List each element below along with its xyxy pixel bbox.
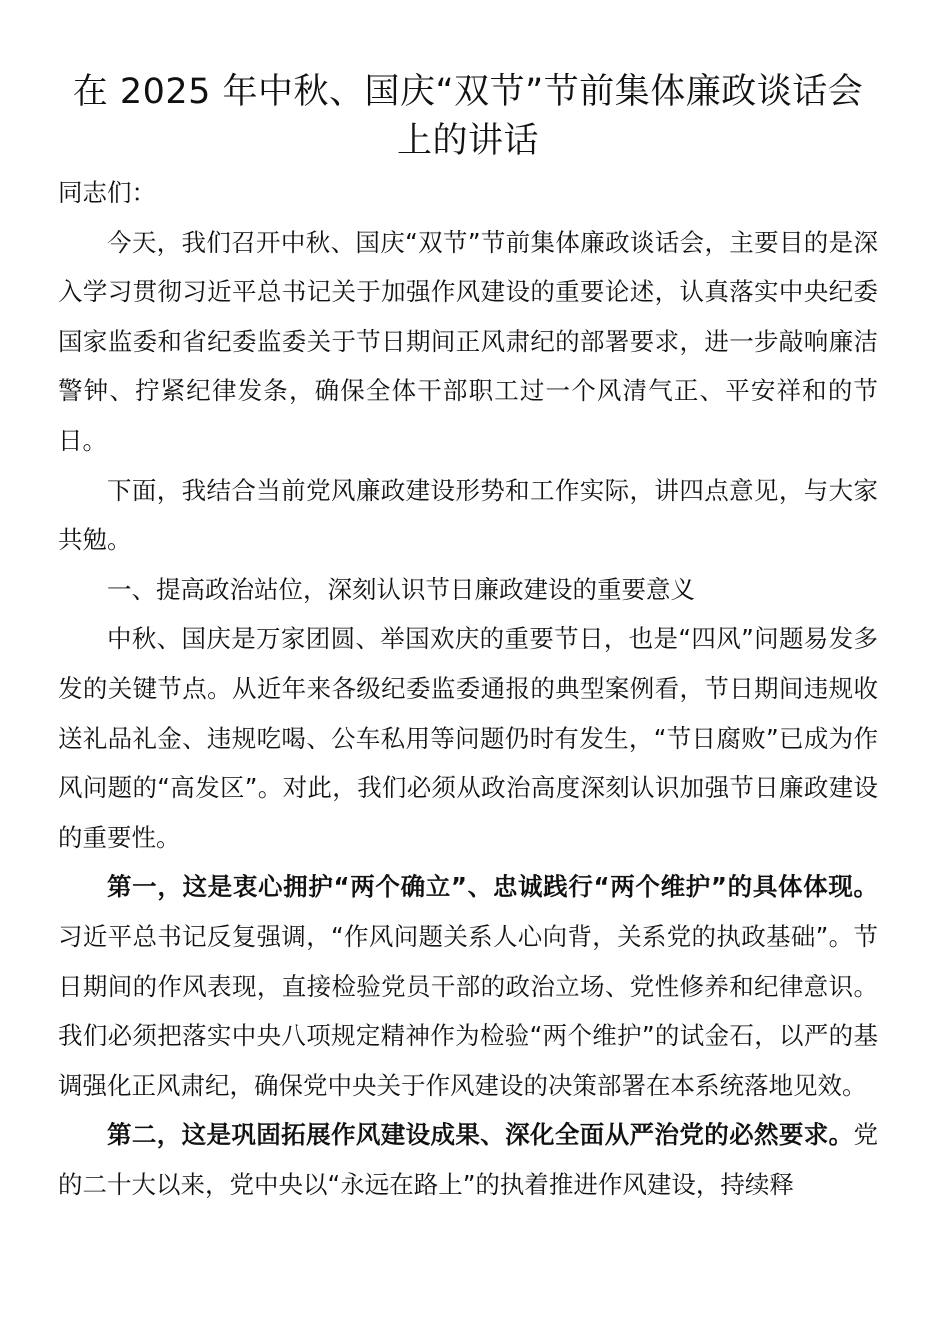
paragraph-section-1: 中秋、国庆是万家团圆、举国欢庆的重要节日，也是“四风”问题易发多发的关键节点。从近年来各级纪委监委通报的典型案例看，节日期间违规收送礼品礼金、违规吃喝、公车私用等问题仍时有发生，“节日腐败”已成为作风问题的“高发区”。对此，我们必须从政治高度深刻认识加强节日廉政建设的重要性。 (58, 624, 878, 852)
point-2-lead: 第二，这是巩固拓展作风建设成果、深化全面从严治党的必然要求。 (107, 1120, 854, 1150)
salutation: 同志们： (58, 178, 156, 207)
point-1-lead: 第一，这是衷心拥护“两个确立”、忠诚践行“两个维护”的具体体现。 (107, 872, 878, 902)
point-2-text: 党的二十大以来，党中央以“永远在路上”的执着推进作风建设，持续释 (58, 1120, 878, 1199)
section-heading-1: 一、提高政治站位，深刻认识节日廉政建设的重要意义 (107, 574, 695, 604)
paragraph-point-1 (58, 862, 878, 1110)
document-title: 在 2025 年中秋、国庆“双节”节前集体廉政谈话会上的讲话 (72, 72, 864, 161)
paragraph-point-2 (58, 1110, 878, 1209)
document-page (58, 68, 878, 1209)
paragraph-intro: 下面，我结合当前党风廉政建设形势和工作实际，讲四点意见，与大家共勉。 (58, 475, 878, 555)
point-1-text: 习近平总书记反复强调，“作风问题关系人心向背，关系党的执政基础”。节日期间的作风表现，直接检验党员干部的政治立场、党性修养和纪律意识。我们必须把落实中央八项规定精神作为检验“两个维护”的试金石，以严的基调强化正风肃纪，确保党中央关于作风建设的决策部署在本系统落地见效。 (58, 921, 878, 1100)
paragraph-opening: 今天，我们召开中秋、国庆“双节”节前集体廉政谈话会，主要目的是深入学习贯彻习近平总书记关于加强作风建设的重要论述，认真落实中央纪委国家监委和省纪委监委关于节日期间正风肃纪的部署要求，进一步敲响廉洁警钟、拧紧纪律发条，确保全体干部职工过一个风清气正、平安祥和的节日。 (58, 227, 878, 455)
